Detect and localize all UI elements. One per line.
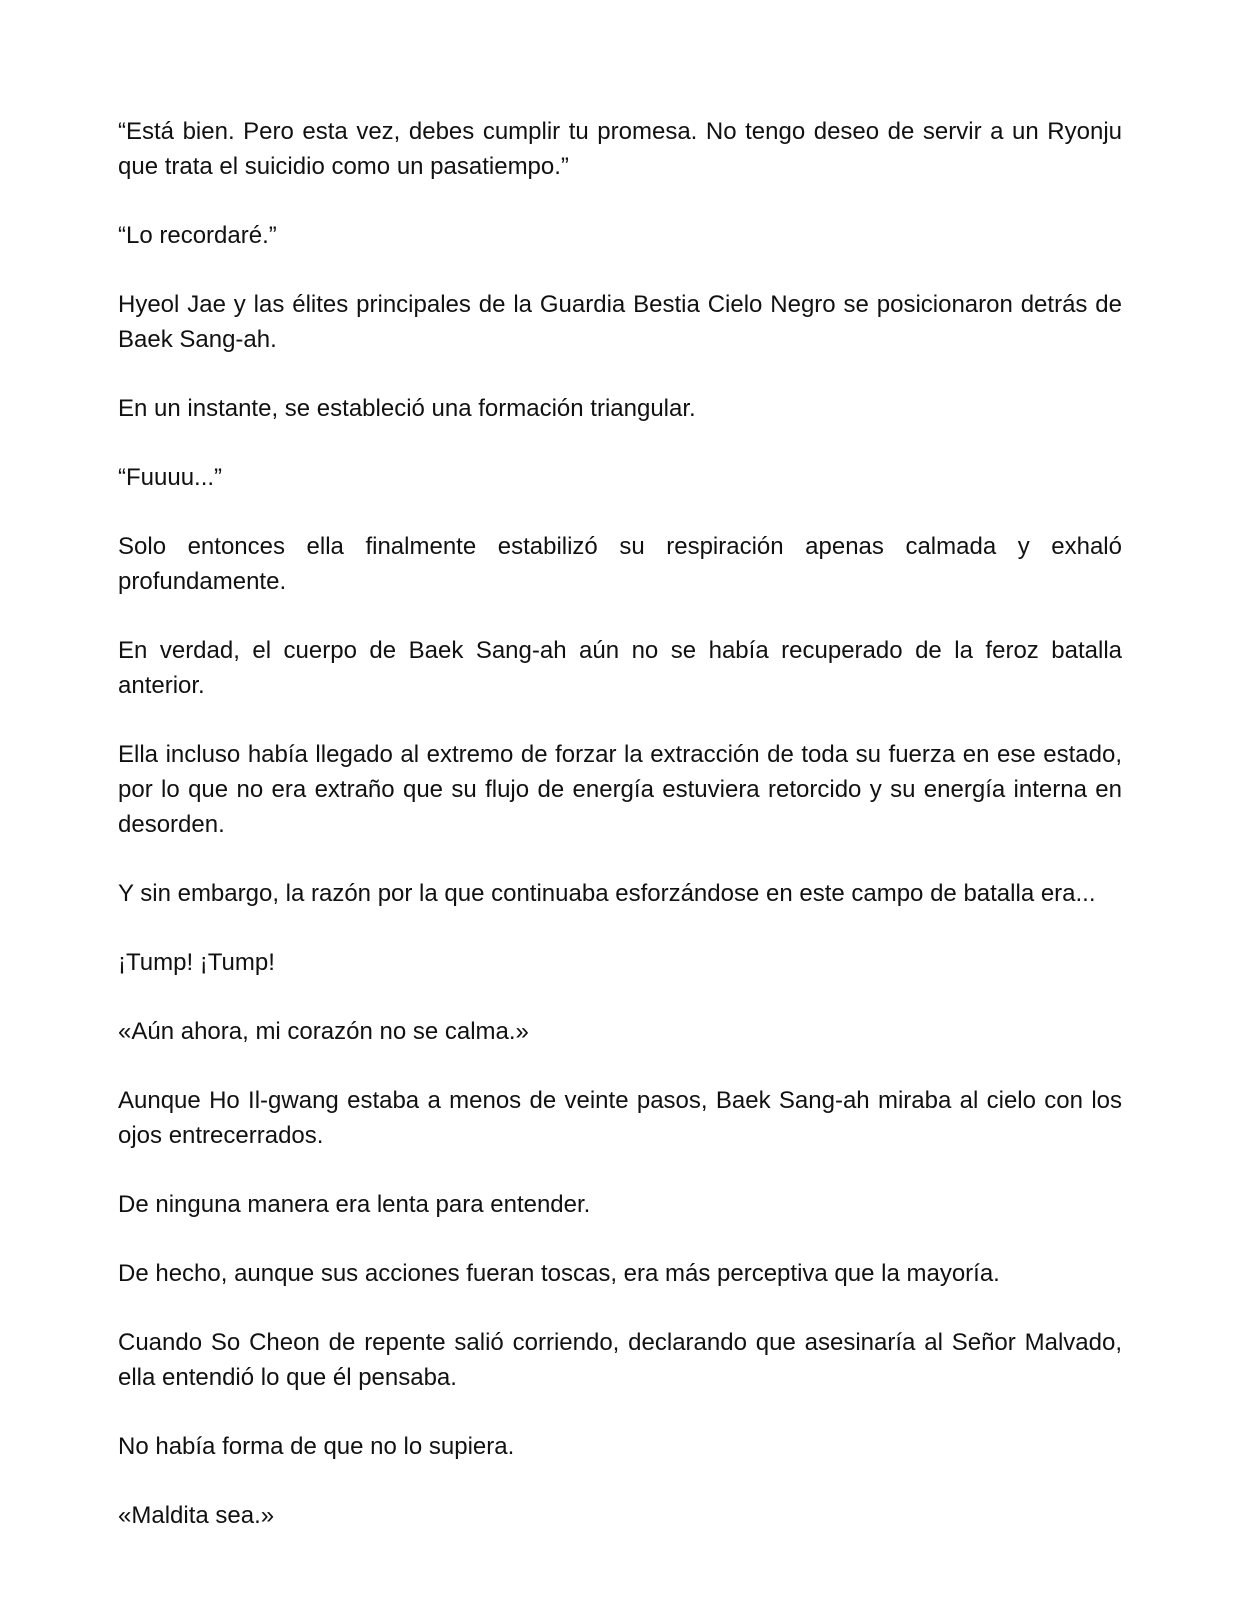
paragraph-17: «Maldita sea.» [118, 1502, 275, 1529]
paragraph-1: “Está bien. Pero esta vez, debes cumplir tu promesa. No tengo deseo de servir a un Ryonju que trata el suicidio como un pasatiempo.” [118, 118, 1122, 180]
paragraph-12: Aunque Ho Il-gwang estaba a menos de veinte pasos, Baek Sang-ah miraba al cielo con los ojos entrecerrados. [118, 1087, 1122, 1149]
paragraph-8: Ella incluso había llegado al extremo de forzar la extracción de toda su fuerza en ese estado, por lo que no era extraño que su flujo de energía estuviera retorcido y su energía interna en desorden. [118, 741, 1122, 838]
paragraph-10: ¡Tump! ¡Tump! [118, 949, 275, 976]
document-page [118, 114, 1122, 1533]
paragraph-16: No había forma de que no lo supiera. [118, 1433, 515, 1460]
paragraph-6: Solo entonces ella finalmente estabilizó su respiración apenas calmada y exhaló profundamente. [118, 533, 1122, 595]
paragraph-4: En un instante, se estableció una formación triangular. [118, 395, 696, 422]
paragraph-2: “Lo recordaré.” [118, 222, 277, 249]
paragraph-11: «Aún ahora, mi corazón no se calma.» [118, 1018, 529, 1045]
paragraph-3: Hyeol Jae y las élites principales de la Guardia Bestia Cielo Negro se posicionaron detrás de Baek Sang-ah. [118, 291, 1122, 353]
paragraph-15: Cuando So Cheon de repente salió corriendo, declarando que asesinaría al Señor Malvado, ella entendió lo que él pensaba. [118, 1329, 1122, 1391]
paragraph-14: De hecho, aunque sus acciones fueran toscas, era más perceptiva que la mayoría. [118, 1260, 1000, 1287]
paragraph-7: En verdad, el cuerpo de Baek Sang-ah aún no se había recuperado de la feroz batalla anterior. [118, 637, 1122, 699]
paragraph-9: Y sin embargo, la razón por la que continuaba esforzándose en este campo de batalla era... [118, 880, 1096, 907]
paragraph-13: De ninguna manera era lenta para entender. [118, 1191, 591, 1218]
paragraph-5: “Fuuuu...” [118, 464, 223, 491]
